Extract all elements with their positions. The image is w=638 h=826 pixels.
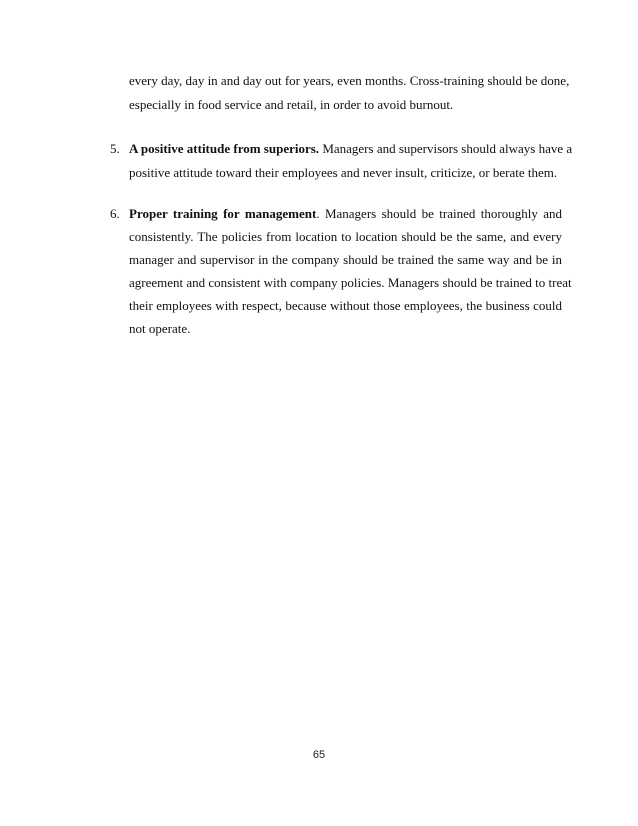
item-6-number: 6. xyxy=(110,206,120,221)
item-6-line-4: agreement and consistent with company policies. Managers should be trained to treat xyxy=(129,275,572,290)
item-5-lead: A positive attitude from superiors. xyxy=(129,141,320,156)
item-6-line-2: consistently. The policies from location to location should be the same, and every xyxy=(129,229,562,244)
item-6-line-1-rest: . Managers should be trained thoroughly and xyxy=(316,206,562,221)
item-6-line-1 xyxy=(129,206,562,222)
continuation-line-1: every day, day in and day out for years, even months. Cross-training should be done, xyxy=(129,73,570,88)
page-number: 65 xyxy=(312,749,326,761)
item-6-line-3: manager and supervisor in the company should be trained the same way and be in xyxy=(129,252,562,267)
continuation-line-2: especially in food service and retail, in order to avoid burnout. xyxy=(129,97,454,112)
item-5-line-2: positive attitude toward their employees and never insult, criticize, or berate them. xyxy=(129,165,558,180)
item-6-lead: Proper training for management xyxy=(129,206,317,221)
item-6-line-6: not operate. xyxy=(129,321,191,336)
item-5-line-1 xyxy=(129,141,573,157)
item-5-number: 5. xyxy=(110,141,120,156)
item-6-line-5: their employees with respect, because without those employees, the business could xyxy=(129,298,562,313)
item-5-line-1-rest: Managers and supervisors should always have a xyxy=(319,141,573,156)
